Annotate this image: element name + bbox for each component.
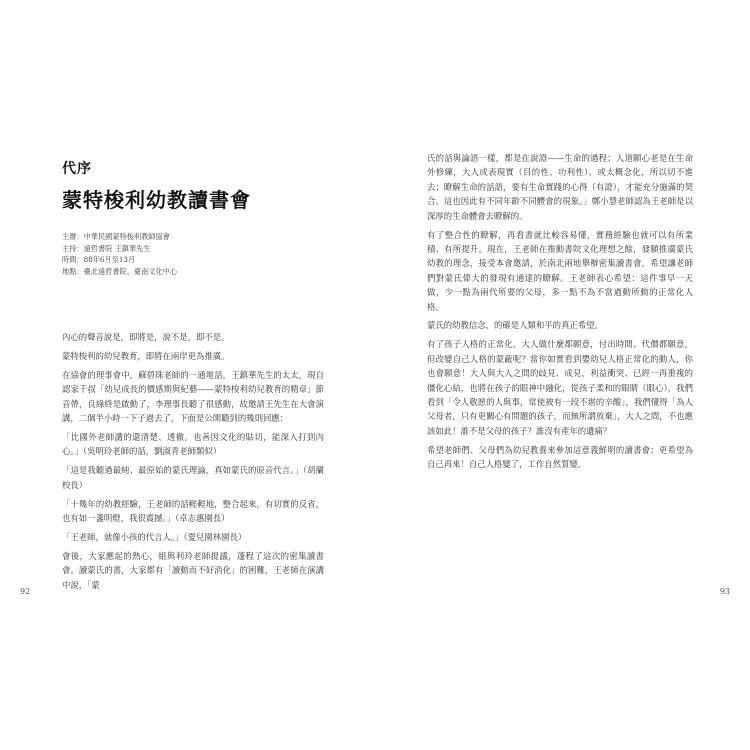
section-label: 代序	[62, 161, 92, 177]
paragraph: 內心的聲音說是，即將是，說不是，即不是。	[62, 332, 230, 342]
organizer-line: 主辦：中華民國蒙特梭利教師協會	[62, 232, 170, 241]
right-body-text	[427, 151, 693, 476]
paragraph: 「王老師，就像小孩的代言人。」（愛兒園林園長）	[62, 531, 247, 542]
host-line: 主持：遠哲書院 王鎮華先生	[62, 243, 151, 253]
paragraph: 「比國外老師講的還清楚、透徹。也善因文化的貼切，能深入打到內心。」（吳明玲老師的話，劉淑青老師類似）	[62, 431, 324, 457]
paragraph: 有了孩子人格的正常化，大人做什麼都願意，付出時間、代價都願意，但改變自己人格的蒙蔽呢？當你如實看到嬰幼兒人格正常化的動人，你也會願意！大人與大人之間的歧見、成見，利益衝突、已經一再重複的僵化心結，也將在孩子的眼神中融化，從孩子柔和的眼睛（眼心），我們看到「令人敬愿的人與事，常使被有一段不堪的辛酸」，我們懂得「為人父母者，只有更關心有問題的孩子，而無所謂放棄」，大人之間，不也應該如此！誰不是父母的孩子？誰沒有產年的遺痛？	[427, 339, 693, 436]
paragraph: 會後，大家應起的熱心，組與利玲老師提議，蓬程了這次的密集讀書會。讀蒙氏的書，大家都有「讀動而不好消化」的困難，王老師在演講中說，「蒙	[62, 550, 324, 590]
right-page	[375, 0, 750, 750]
paragraph: 「十幾年的幼教經驗，王老師的話輕輕地，整合起來，有切實的反省，也有如一盞明燈，我很震撼。」（卓志惠園長）	[62, 498, 324, 523]
paragraph: 有了整合性的瞭解，再看書就比較容易懂，實務經驗也就可以有所業積、有所提升。現在，王老師在推動書院文化理想之餘，發願推廣蒙氏幼教的理念，接受本會邀請，於南北兩地舉辦密集讀書會，希望讓老師們對蒙氏偉大的發現有通達的瞭解。王老師表心希望：這件事早一天做，少一點為兩代所要的父母，多一點不為不當過動所動的正常化人格。	[427, 229, 693, 312]
time-line: 時間：88年6月至13月	[62, 255, 136, 264]
paragraph: 希望老師們、父母們為幼兒教養來參加這意義鮮明的讀書會；更希望為自己再來！自己人格變了，工作自然質變。	[427, 444, 693, 470]
paragraph: 蒙氏的幼教信念，的確是人類和平的真正希望。	[427, 320, 603, 331]
event-info	[62, 231, 322, 277]
page-number-right: 93	[719, 587, 730, 596]
paragraph: 蒙特梭利的幼兒教育，即將在兩岸更為推廣。	[62, 350, 230, 361]
location-line: 地點：臺北遠哲書院、臺南文化中心	[62, 266, 178, 276]
paragraph: 在協會的理事會中，蘇碧珠老師的一通電話，王鎮華先生的太太，現自認家千叔「幼兒成長的價感期與紀藝——蒙特梭利幼兒教育的精章」節音帶，良綠終是啟動了，李理事長聽了很感動，故邀請王先生在大會演講，二個半小時一下子過去了，下面是公開聽到的幾則回應：	[62, 369, 324, 424]
left-body-text	[62, 330, 324, 597]
paragraph: 氏的話與論語一樣，都是在說證——生命的過程；人道願心老是在生命外修練，大人或表現實（目的性、功利性）、或太概念化，所以切不進去；瞭解生命的話語，要有生命實踐的心得（有證），才能充分施滿的契合。這也因此有不同年齡不同體會的現象。」鄭小慧老師認為王老師是以深厚的生命體會去瞭解的。	[427, 153, 693, 221]
page-number-left: 92	[20, 587, 31, 596]
page-title: 蒙特梭利幼教讀書會	[62, 188, 251, 212]
paragraph: 「這是我聽過最純、最原始的蒙氏理論，真如蒙氏的原音代言。」（胡蘭校長）	[62, 465, 324, 490]
